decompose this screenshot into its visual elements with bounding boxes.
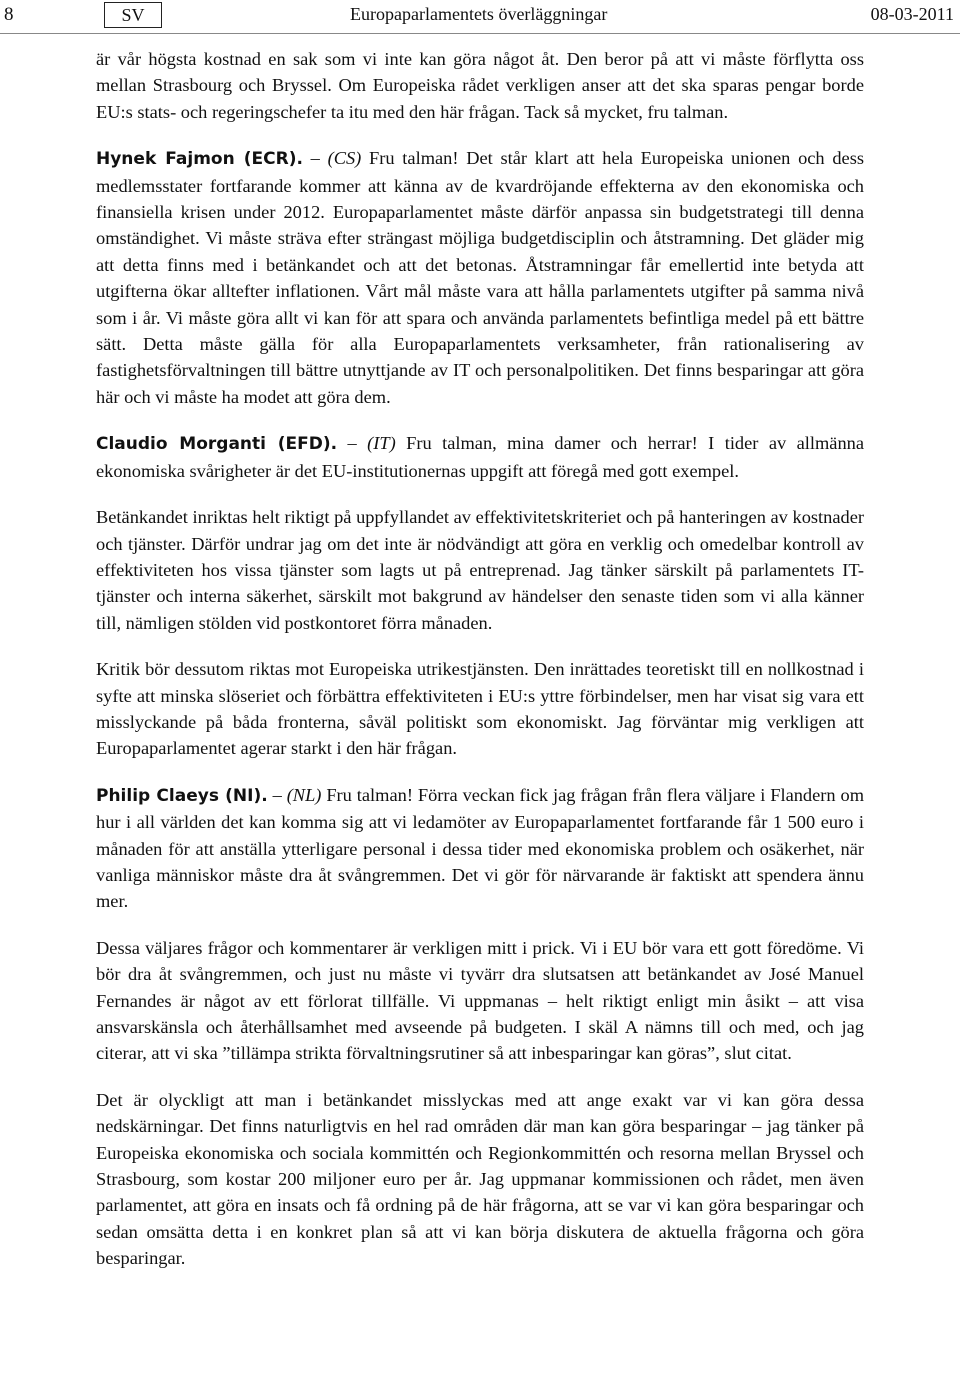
paragraph-text: är vår högsta kostnad en sak som vi inte kan göra något åt. Den beror på att vi måste förflytta oss mellan Strasbourg och Bryssel. Om Europeiska rådet verkligen anser att det ska sparas pengar borde EU:s stats- och regeringschefer ta itu med den här frågan. Tack så mycket, fru talman. xyxy=(96,49,864,122)
paragraph-text: Fru talman, mina damer och herrar! I tider av allmänna ekonomiska svårigheter är det EU-institutionernas uppgift att föregå med gott exempel. xyxy=(96,433,865,481)
document-body xyxy=(96,46,864,1292)
language-tag: (NL) xyxy=(286,784,322,805)
dash: – xyxy=(267,784,287,805)
paragraph xyxy=(96,656,864,762)
paragraph xyxy=(96,1087,864,1272)
language-code-box: SV xyxy=(104,2,162,28)
paragraph-text: Betänkandet inriktas helt riktigt på uppfyllandet av effektivitetskriteriet och på hanteringen av kostnader och tjänster. Därför undrar jag om det inte är nödvändigt att göra en verklig och omedelbar kontroll av effektiviteten hos vissa tjänster som lagts ut på entreprenad. Jag tänker särskilt på parlamentets IT-tjänster och interna säkerhet, särskilt mot bakgrund av händelser den senaste tiden som vi alla känner till, nämligen stölden vid postkontoret förra månaden. xyxy=(96,507,864,633)
dash: – xyxy=(302,148,328,169)
header-divider xyxy=(0,33,960,34)
paragraph xyxy=(96,46,864,125)
paragraph-text: Fru talman! Förra veckan fick jag frågan från flera väljare i Flandern om hur i all världen det kan komma sig att vi ledamöter av Europaparlamentet fortfarande får 1 500 euro i månaden för att anställa ytterligare personal i dessa tider med ekonomiska problem och osäkerhet, när vanliga människor måste dra åt svångremmen. Det vi gör för närvarande är faktiskt att spendera ännu mer. xyxy=(96,784,865,912)
paragraph-text: Kritik bör dessutom riktas mot Europeiska utrikestjänsten. Den inrättades teoretiskt till en nollkostnad i syfte att minska slöseriet och förbättra effektiviteten i EU:s yttre förbindelser, men har visat sig vara ett misslyckande på båda fronterna, såväl politiskt som ekonomiskt. Jag förväntar mig verkligen att Europaparlamentet agerar starkt i den här frågan. xyxy=(96,659,864,759)
paragraph xyxy=(96,935,864,1067)
speaker-name: Hynek Fajmon (ECR). xyxy=(96,149,303,170)
speech-paragraph xyxy=(96,430,864,484)
paragraph-text: Fru talman! Det står klart att hela Europeiska unionen och dess medlemsstater fortfarande kommer att känna av de kvardröjande effekterna av den ekonomiska och finansiella krisen under 2012. Europaparlamentet måste därför anpassa sin budgetstrategi till denna omständighet. Vi måste sträva efter strängast möjliga budgetdisciplin och åtstramning. Det gläder mig att detta finns med i betänkandet och att det betonas. Åtstramningar får emellertid inte betyda att utgifterna ökar alltefter inflationen. Vårt mål måste vara att hålla parlamentets utgifter på samma nivå som i år. Vi måste göra allt vi kan för att spara och använda parlamentets befintliga medel på ett bättre sätt. Detta måste gälla för alla Europaparlamentets verksamheter, från rationalisering av fastighetsförvaltningen till bättre utnyttjande av IT och personalpolitiken. Det finns besparingar att göra här och vi måste ha modet att göra dem. xyxy=(96,148,865,407)
document-date: 08-03-2011 xyxy=(870,4,954,24)
paragraph xyxy=(96,504,864,636)
page-header xyxy=(0,0,960,34)
paragraph-text: Det är olyckligt att man i betänkandet misslyckas med att ange exakt var vi kan göra dessa nedskärningar. Det finns naturligtvis en hel rad områden där man kan göra besparingar – jag tänker på Europeiska ekonomiska och sociala kommittén och Regionkommittén och resorna mellan Bryssel och Strasbourg, som kostar 200 miljoner euro per år. Jag uppmanar kommissionen och rådet, men även parlamentet, att göra en insats och få ordning på de här frågorna, att se var vi kan göra besparingar och sedan omsätta detta i en konkret plan så att vi kan börja diskutera de aktuella frågorna och göra besparingar. xyxy=(96,1089,864,1269)
speaker-name: Philip Claeys (NI). xyxy=(96,785,268,806)
speaker-name: Claudio Morganti (EFD). xyxy=(96,434,338,455)
page-number: 8 xyxy=(4,4,14,25)
language-tag: (CS) xyxy=(327,148,362,169)
speech-paragraph xyxy=(96,782,864,915)
speech-paragraph xyxy=(96,145,864,410)
language-tag: (IT) xyxy=(367,433,396,454)
paragraph-text: Dessa väljares frågor och kommentarer är verkligen mitt i prick. Vi i EU bör vara ett gott föredöme. Vi bör dra åt svångremmen, och just nu måste vi tyvärr dra slutsatsen att betänkandet av José Manuel Fernandes är något av ett förlorat tillfälle. Vi uppmanas – helt riktigt enligt min åsikt – att visa ansvarskänsla och återhållsamhet med avseende på budgeten. I skäl A nämns till och med, och jag citerar, att vi ska ”tillämpa strikta förvaltningsrutiner så att inbesparingar kan göras”, slut citat. xyxy=(96,937,864,1064)
document-title: Europaparlamentets överläggningar xyxy=(350,4,608,24)
dash: – xyxy=(337,433,368,454)
